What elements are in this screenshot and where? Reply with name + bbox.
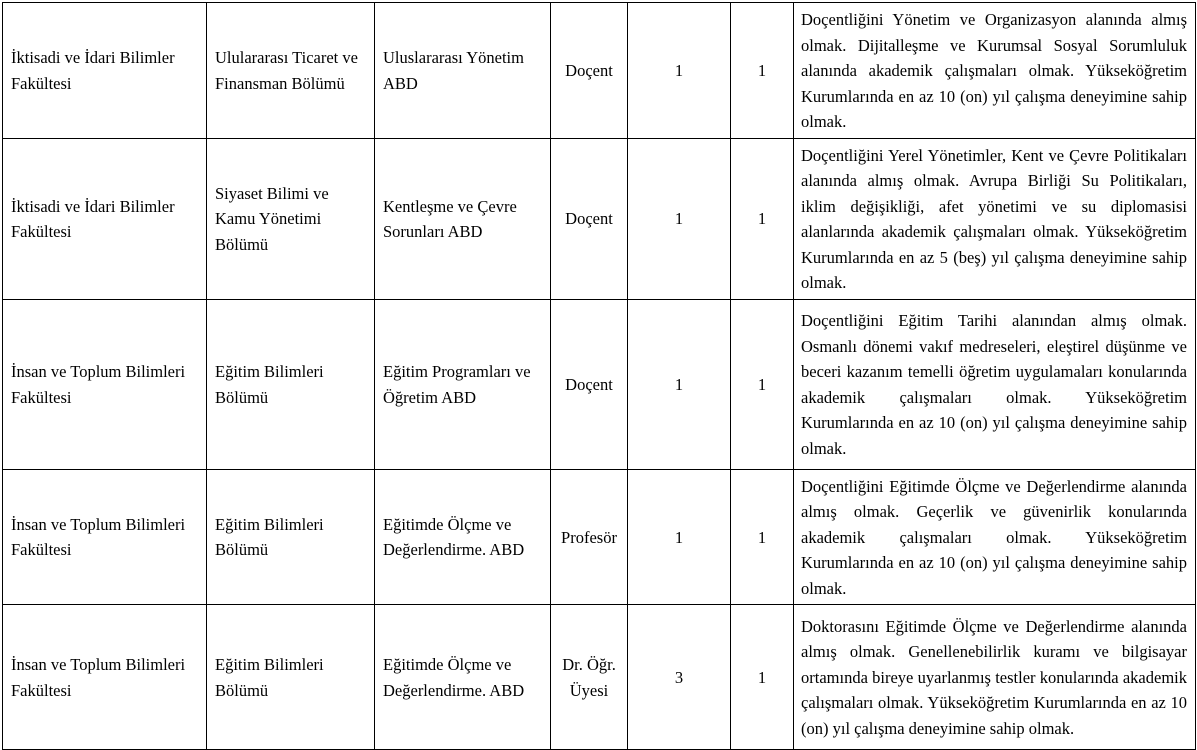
division-cell: Uluslararası Yönetim ABD — [375, 3, 551, 139]
count-cell: 1 — [731, 299, 794, 469]
division-cell: Eğitim Programları ve Öğretim ABD — [375, 299, 551, 469]
faculty-cell: İktisadi ve İdari Bilimler Fakültesi — [3, 138, 207, 299]
table-row — [3, 3, 1196, 139]
requirements-cell: Doçentliğini Eğitimde Ölçme ve Değerlendirme alanında almış olmak. Geçerlik ve güvenirlik konularında akademik çalışmaları olmak. Yükseköğretim Kurumlarında en az 10 (on) yıl çalışma deneyimine sahip olmak. — [794, 469, 1196, 605]
count-cell: 3 — [628, 605, 731, 750]
division-cell: Eğitimde Ölçme ve Değerlendirme. ABD — [375, 605, 551, 750]
title-cell: Doçent — [551, 299, 628, 469]
count-cell: 1 — [628, 299, 731, 469]
count-cell: 1 — [628, 3, 731, 139]
faculty-cell: İnsan ve Toplum Bilimleri Fakültesi — [3, 299, 207, 469]
faculty-cell: İnsan ve Toplum Bilimleri Fakültesi — [3, 469, 207, 605]
department-cell: Eğitim Bilimleri Bölümü — [207, 299, 375, 469]
faculty-cell: İktisadi ve İdari Bilimler Fakültesi — [3, 3, 207, 139]
department-cell: Eğitim Bilimleri Bölümü — [207, 605, 375, 750]
department-cell: Ululararası Ticaret ve Finansman Bölümü — [207, 3, 375, 139]
requirements-cell: Doktorasını Eğitimde Ölçme ve Değerlendirme alanında almış olmak. Genellenebilirlik kuramı ve bilgisayar ortamında bireye uyarlanmış testler konularında akademik çalışmaları olmak. Yükseköğretim Kurumlarında en az 10 (on) yıl çalışma deneyimine sahip olmak. — [794, 605, 1196, 750]
title-cell: Dr. Öğr. Üyesi — [551, 605, 628, 750]
table-row — [3, 469, 1196, 605]
faculty-cell: İnsan ve Toplum Bilimleri Fakültesi — [3, 605, 207, 750]
requirements-cell: Doçentliğini Yerel Yönetimler, Kent ve Çevre Politikaları alanında almış olmak. Avrupa Birliği Su Politikaları, iklim değişikliği, afet yönetimi ve su diplomasisi alanlarında akademik çalışmaları olmak. Yükseköğretim Kurumlarında en az 5 (beş) yıl çalışma deneyimine sahip olmak. — [794, 138, 1196, 299]
title-cell: Doçent — [551, 3, 628, 139]
positions-table — [2, 2, 1196, 750]
title-cell: Profesör — [551, 469, 628, 605]
count-cell: 1 — [628, 469, 731, 605]
department-cell: Eğitim Bilimleri Bölümü — [207, 469, 375, 605]
division-cell: Kentleşme ve Çevre Sorunları ABD — [375, 138, 551, 299]
division-cell: Eğitimde Ölçme ve Değerlendirme. ABD — [375, 469, 551, 605]
count-cell: 1 — [731, 138, 794, 299]
table-row — [3, 299, 1196, 469]
count-cell: 1 — [731, 605, 794, 750]
requirements-cell: Doçentliğini Eğitim Tarihi alanından almış olmak. Osmanlı dönemi vakıf medreseleri, eleştirel düşünme ve beceri kazanım temelli öğretim uygulamaları konularında akademik çalışmaları olmak. Yükseköğretim Kurumlarında en az 10 (on) yıl çalışma deneyimine sahip olmak. — [794, 299, 1196, 469]
table-row — [3, 605, 1196, 750]
department-cell: Siyaset Bilimi ve Kamu Yönetimi Bölümü — [207, 138, 375, 299]
count-cell: 1 — [731, 469, 794, 605]
title-cell: Doçent — [551, 138, 628, 299]
table-row — [3, 138, 1196, 299]
document-page — [2, 2, 1196, 750]
requirements-cell: Doçentliğini Yönetim ve Organizasyon alanında almış olmak. Dijitalleşme ve Kurumsal Sosyal Sorumluluk alanında akademik çalışmaları olmak. Yükseköğretim Kurumlarında en az 10 (on) yıl çalışma deneyimine sahip olmak. — [794, 3, 1196, 139]
count-cell: 1 — [731, 3, 794, 139]
count-cell: 1 — [628, 138, 731, 299]
